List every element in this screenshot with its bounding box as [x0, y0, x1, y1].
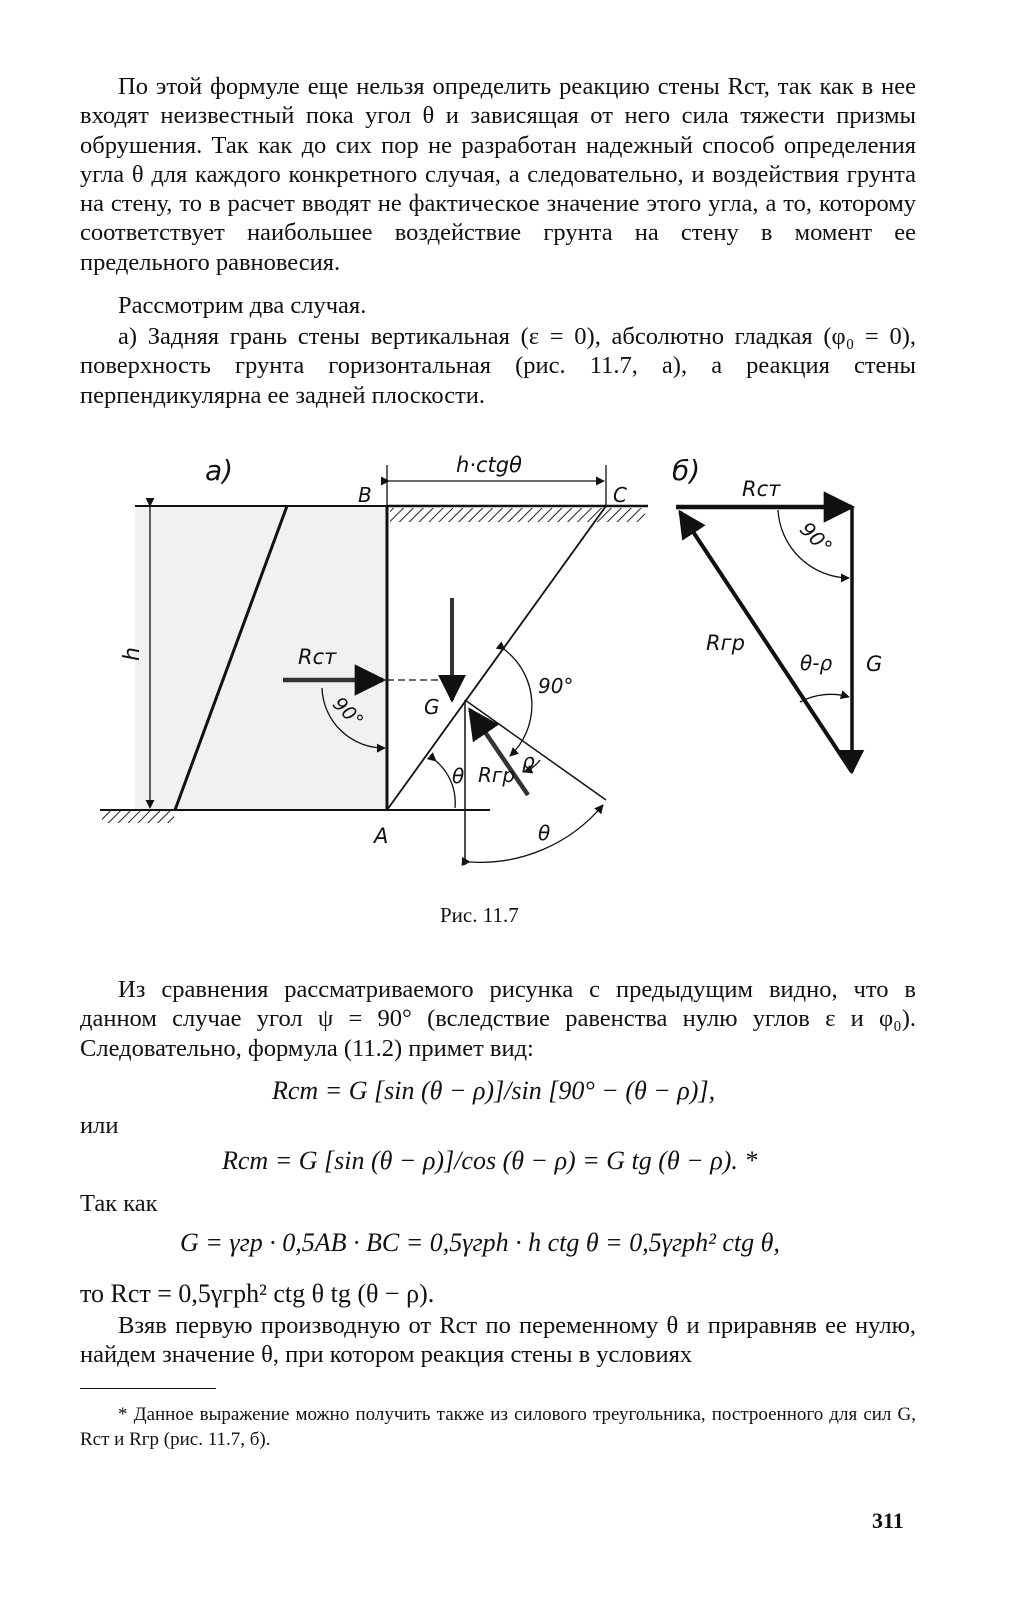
label-panel-a: а) [205, 454, 234, 487]
footnote-rule [80, 1388, 216, 1389]
label-b-r-st: Rст [742, 477, 781, 501]
formula-3: G = γгр · 0,5AB · BC = 0,5γгрh · h ctg θ = 0,5γгрh² ctg θ, [180, 1228, 780, 1257]
paragraph-1: По этой формуле еще нельзя определить реакцию стены Rст, так как в нее входят неизвестный пока угол θ и зависящая от него сила тяжести призмы обрушения. Так как до сих пор не разработан надежный способ определения угла θ для каждого конкретного случая, а следовательно, и воздействия грунта на стену, то в расчет вводят не фактическое значение этого угла, а то, которому соответствует наибольшее воздействие грунта на стену в момент ее предельного равновесия. [80, 73, 916, 276]
label-hctg: h·ctgθ [456, 453, 522, 477]
label-h: h [120, 647, 145, 661]
label-G: G [424, 695, 440, 719]
label-r-gr: Rгр [478, 763, 516, 787]
label-theta-1: θ [452, 764, 465, 788]
label-C: C [613, 483, 627, 507]
label-panel-b: б) [672, 454, 701, 487]
figure-11-7 [0, 440, 1014, 910]
retaining-wall [100, 506, 490, 810]
dimension-hctg [387, 453, 606, 506]
ground-hatch-top [390, 508, 645, 522]
page-number: 311 [872, 1508, 904, 1533]
label-r-st: Rст [298, 645, 337, 669]
label-B: B [358, 483, 372, 507]
formula-2: Rст = G [sin (θ − ρ)]/cos (θ − ρ) = G tg (θ − ρ). * [222, 1146, 758, 1175]
label-A: A [374, 824, 389, 848]
label-90-b: 90° [538, 674, 574, 698]
figure-caption: Рис. 11.7 [440, 903, 519, 927]
label-b-r-gr: Rгр [706, 631, 745, 655]
label-theta-2: θ [538, 821, 551, 845]
word-ili: или [80, 1112, 119, 1139]
paragraph-2: Рассмотрим два случая. [118, 292, 367, 319]
label-b-G: G [866, 652, 883, 676]
label-90-a: 90° [328, 692, 368, 733]
paragraph-3: а) Задняя грань стены вертикальная (ε = 0), абсолютно гладкая (φ₀ = 0), поверхность грунта горизонтальная (рис. 11.7, а), а реакция стены перпендикулярна ее задней плоскости. [80, 323, 916, 409]
ground-hatch-left [102, 811, 174, 823]
formula-4: то Rст = 0,5γгрh² ctg θ tg (θ − ρ). [80, 1279, 435, 1308]
label-rho: ρ [522, 749, 535, 773]
footnote: * Данное выражение можно получить также из силового треугольника, построенного для сил G, Rст и Rгр (рис. 11.7, б). [80, 1404, 916, 1450]
label-b-theta-rho: θ-ρ [800, 651, 833, 675]
paragraph-5: Взяв первую производную от Rст по переменному θ и приравняв ее нулю, найдем значение θ, при котором реакция стены в условиях [80, 1312, 916, 1369]
paragraph-4: Из сравнения рассматриваемого рисунка с предыдущим видно, что в данном случае угол ψ = 90° (вследствие равенства нулю углов ε и φ₀). Следовательно, формула (11.2) примет вид: [80, 976, 916, 1062]
label-b-90: 90° [795, 516, 838, 559]
word-takkak: Так как [80, 1190, 158, 1217]
formula-1: Rст = G [sin (θ − ρ)]/sin [90° − (θ − ρ)], [272, 1076, 716, 1105]
